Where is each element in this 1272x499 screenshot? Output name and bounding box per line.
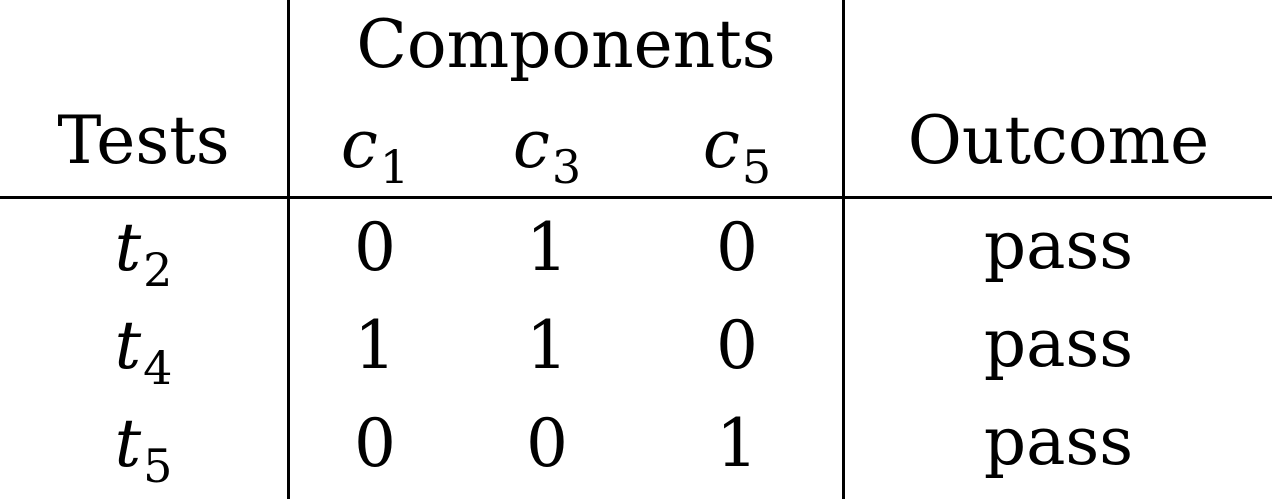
component-symbol: c [340, 106, 378, 183]
value-r2-c5: 0 [716, 307, 758, 384]
value-r1-c5: 0 [716, 209, 758, 286]
component-index: 1 [379, 140, 410, 194]
value-r3-c3: 0 [526, 405, 568, 482]
component-index: 3 [551, 140, 582, 194]
outcome-header: Outcome [907, 102, 1210, 179]
value-r2-c1: 1 [354, 307, 396, 384]
components-header: Components [356, 6, 776, 83]
component-index: 5 [741, 140, 772, 194]
component-header-3 [472, 106, 622, 194]
outcome-r3: pass [983, 403, 1134, 480]
test-index: 2 [143, 243, 173, 297]
test-symbol: t [114, 405, 142, 482]
test-symbol: t [114, 209, 142, 286]
tests-header: Tests [57, 102, 230, 179]
value-r3-c1: 0 [354, 405, 396, 482]
outcome-r1: pass [983, 207, 1134, 284]
test-index: 5 [143, 439, 173, 493]
test-symbol: t [114, 307, 142, 384]
component-header-5 [662, 106, 812, 194]
test-label-row-1 [0, 209, 287, 297]
value-r3-c5: 1 [716, 405, 758, 482]
value-r2-c3: 1 [526, 307, 568, 384]
header-rule [0, 196, 1272, 199]
component-header-1 [300, 106, 450, 194]
component-symbol: c [512, 106, 550, 183]
test-label-row-3 [0, 405, 287, 493]
test-index: 4 [143, 341, 173, 395]
value-r1-c1: 0 [354, 209, 396, 286]
component-symbol: c [702, 106, 740, 183]
value-r1-c3: 1 [526, 209, 568, 286]
outcome-r2: pass [983, 305, 1134, 382]
test-label-row-2 [0, 307, 287, 395]
